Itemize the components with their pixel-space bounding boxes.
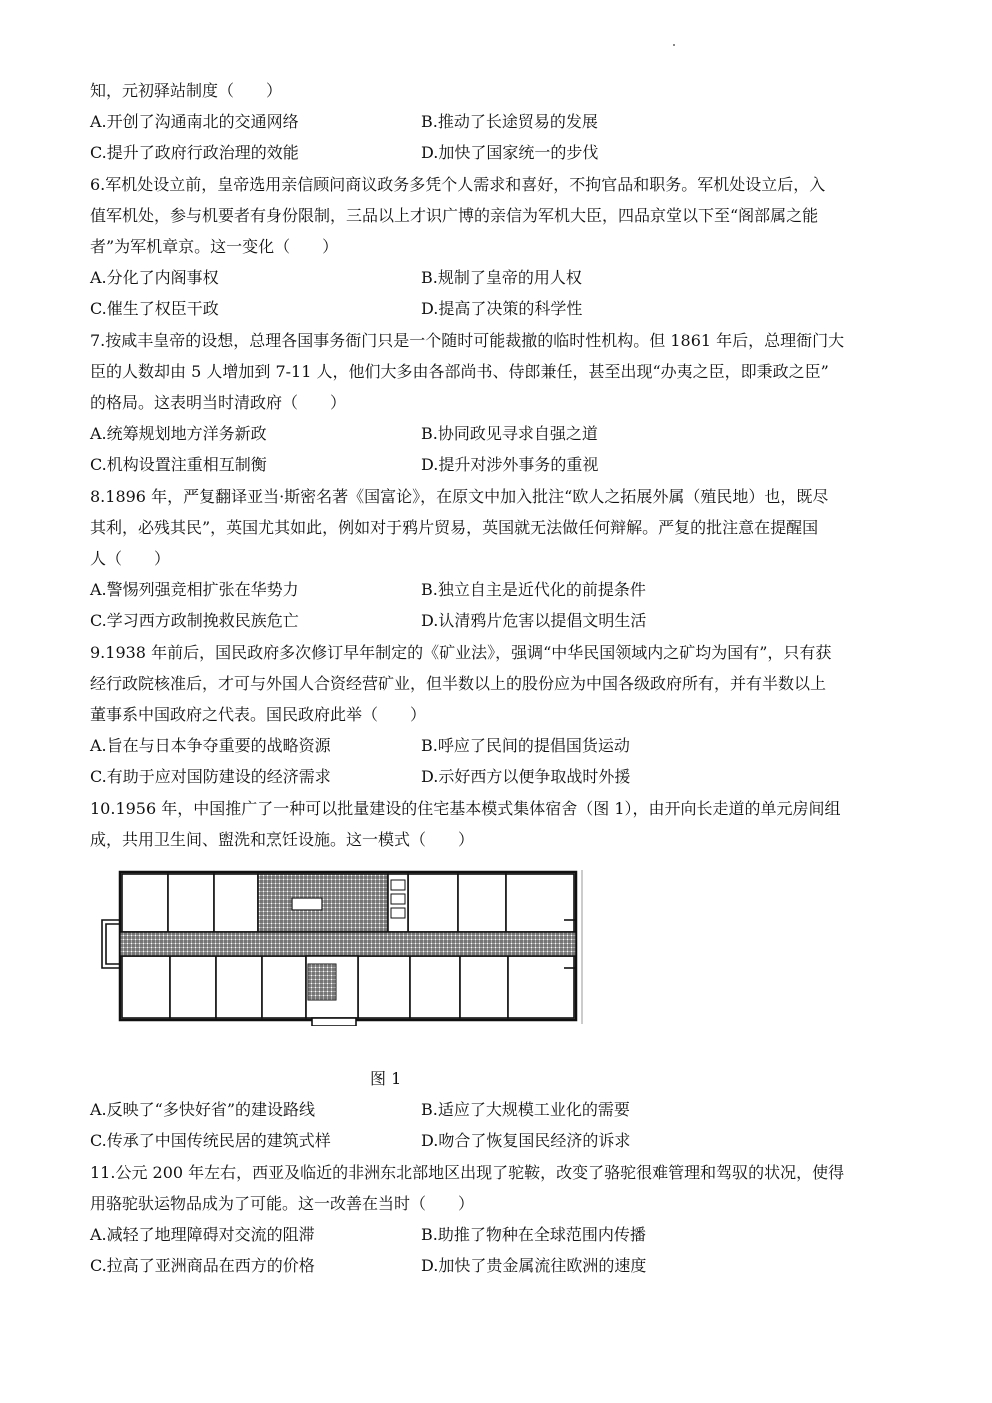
q5-option-d[interactable]: D.加快了国家统一的步伐 [421, 143, 599, 162]
q8-stem-line-3: 人（ ） [90, 549, 171, 568]
q9-option-d[interactable]: D.示好西方以便争取战时外援 [421, 767, 631, 786]
q5-option-a[interactable]: A.开创了沟通南北的交通网络 [90, 112, 299, 131]
q10-option-d[interactable]: D.吻合了恢复国民经济的诉求 [421, 1131, 631, 1150]
q7-option-c[interactable]: C.机构设置注重相互制衡 [90, 455, 267, 474]
figure-caption: 图 1 [370, 1069, 402, 1088]
q9-option-b[interactable]: B.呼应了民间的提倡国货运动 [421, 736, 630, 755]
q7-stem-line-2: 臣的人数却由 5 人增加到 7-11 人，他们大多由各部尚书、侍郎兼任，甚至出现“办夷之臣，即秉政之臣” [90, 362, 829, 381]
q9-stem-line-3: 董事系中国政府之代表。国民政府此举（ ） [90, 705, 427, 724]
dormitory-floor-plan-figure [88, 864, 584, 1026]
q11-stem-line-2: 用骆驼驮运物品成为了可能。这一改善在当时（ ） [90, 1194, 475, 1213]
q9-option-a[interactable]: A.旨在与日本争夺重要的战略资源 [90, 736, 331, 755]
q5-option-c[interactable]: C.提升了政府行政治理的效能 [90, 143, 299, 162]
q6-stem-line-2: 值军机处，参与机要者有身份限制，三品以上才识广博的亲信为军机大臣，四品京堂以下至“阁部属之能 [90, 206, 819, 225]
q5-option-b[interactable]: B.推动了长途贸易的发展 [421, 112, 598, 131]
q6-option-d[interactable]: D.提高了决策的科学性 [421, 299, 583, 318]
q8-option-d[interactable]: D.认清鸦片危害以提倡文明生活 [421, 611, 647, 630]
q8-option-a[interactable]: A.警惕列强竞相扩张在华势力 [90, 580, 299, 599]
q6-option-c[interactable]: C.催生了权臣干政 [90, 299, 219, 318]
q8-stem-line-1: 8.1896 年，严复翻译亚当·斯密名著《国富论》，在原文中加入批注“欧人之拓展外属（殖民地）也，既尽 [90, 487, 829, 506]
q10-stem-line-1: 10.1956 年，中国推广了一种可以批量建设的住宅基本模式集体宿舍（图 1），由开向长走道的单元房间组 [90, 799, 841, 818]
q11-option-b[interactable]: B.助推了物种在全球范围内传播 [421, 1225, 646, 1244]
q9-stem-line-1: 9.1938 年前后，国民政府多次修订早年制定的《矿业法》，强调“中华民国领域内之矿均为国有”，只有获 [90, 643, 832, 662]
q7-option-d[interactable]: D.提升对涉外事务的重视 [421, 455, 599, 474]
scan-speck [673, 44, 675, 46]
q10-option-b[interactable]: B.适应了大规模工业化的需要 [421, 1100, 630, 1119]
q11-option-d[interactable]: D.加快了贵金属流往欧洲的速度 [421, 1256, 647, 1275]
q11-option-a[interactable]: A.减轻了地理障碍对交流的阻滞 [90, 1225, 315, 1244]
q6-option-a[interactable]: A.分化了内阁事权 [90, 268, 219, 287]
q10-option-a[interactable]: A.反映了“多快好省”的建设路线 [90, 1100, 316, 1119]
q11-option-c[interactable]: C.拉高了亚洲商品在西方的价格 [90, 1256, 315, 1275]
q7-stem-line-3: 的格局。这表明当时清政府（ ） [90, 393, 347, 412]
q6-stem-line-3: 者”为军机章京。这一变化（ ） [90, 237, 339, 256]
q6-option-b[interactable]: B.规制了皇帝的用人权 [421, 268, 582, 287]
q7-option-b[interactable]: B.协同政见寻求自强之道 [421, 424, 598, 443]
q11-stem-line-1: 11.公元 200 年左右，西亚及临近的非洲东北部地区出现了驼鞍，改变了骆驼很难管理和驾驭的状况，使得 [90, 1163, 845, 1182]
q10-stem-line-2: 成，共用卫生间、盥洗和烹饪设施。这一模式（ ） [90, 830, 475, 849]
q8-option-c[interactable]: C.学习西方政制挽救民族危亡 [90, 611, 299, 630]
q5-stem-tail: 知，元初驿站制度（ ） [90, 81, 283, 100]
q7-option-a[interactable]: A.统筹规划地方洋务新政 [90, 424, 267, 443]
q8-option-b[interactable]: B.独立自主是近代化的前提条件 [421, 580, 646, 599]
q6-stem-line-1: 6.军机处设立前，皇帝选用亲信顾问商议政务多凭个人需求和喜好，不拘官品和职务。军机处设立后，入 [90, 175, 826, 194]
q10-option-c[interactable]: C.传承了中国传统民居的建筑式样 [90, 1131, 331, 1150]
q9-stem-line-2: 经行政院核准后，才可与外国人合资经营矿业，但半数以上的股份应为中国各级政府所有，并有半数以上 [90, 674, 827, 693]
q9-option-c[interactable]: C.有助于应对国防建设的经济需求 [90, 767, 331, 786]
q7-stem-line-1: 7.按咸丰皇帝的设想，总理各国事务衙门只是一个随时可能裁撤的临时性机构。但 1861 年后，总理衙门大 [90, 331, 845, 350]
q8-stem-line-2: 其利，必残其民”，英国尤其如此，例如对于鸦片贸易，英国就无法做任何辩解。严复的批注意在提醒国 [90, 518, 819, 537]
